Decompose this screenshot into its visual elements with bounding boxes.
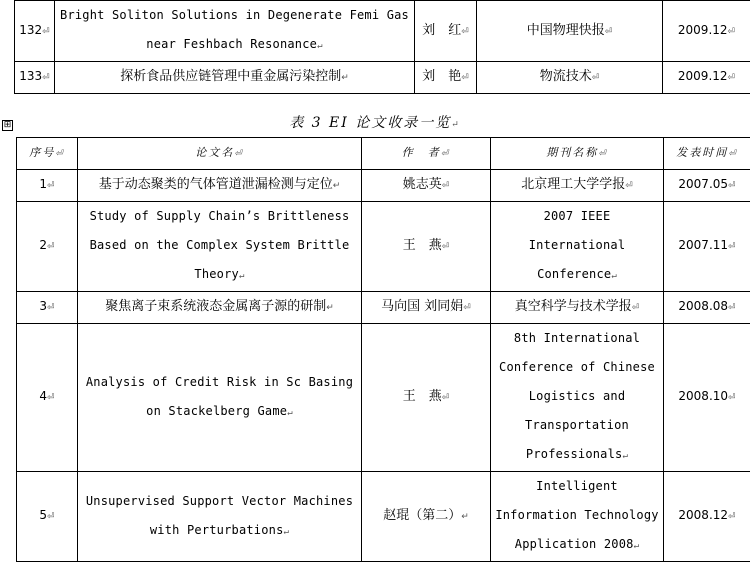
author-cell: 马向国 刘同娟⏎ bbox=[362, 292, 491, 324]
table-row bbox=[15, 62, 750, 94]
paper-title-cell: 探析食品供应链管理中重金属污染控制↵ bbox=[55, 62, 415, 94]
row-number-cell: 4⏎ bbox=[17, 324, 78, 472]
table-row bbox=[17, 292, 750, 324]
journal-cell: 真空科学与技术学报⏎ bbox=[491, 292, 664, 324]
journal-cell: 物流技术⏎ bbox=[477, 62, 663, 94]
journal-cell: 2007 IEEE International Conference↵ bbox=[491, 202, 664, 292]
header-number: 序号⏎ bbox=[17, 138, 78, 170]
date-cell: 2009.12⏎ bbox=[663, 1, 750, 62]
date-cell: 2009.12⏎ bbox=[663, 62, 750, 94]
table-row bbox=[17, 324, 750, 472]
date-cell: 2008.12⏎ bbox=[664, 472, 750, 562]
ei-papers-table bbox=[16, 137, 750, 562]
header-title: 论文名⏎ bbox=[78, 138, 362, 170]
date-cell: 2007.05⏎ bbox=[664, 170, 750, 202]
date-cell: 2008.08⏎ bbox=[664, 292, 750, 324]
row-number-cell: 1⏎ bbox=[17, 170, 78, 202]
journal-cell: Intelligent Information Technology Application 2008↵ bbox=[491, 472, 664, 562]
author-cell: 刘 艳⏎ bbox=[415, 62, 477, 94]
header-journal: 期刊名称⏎ bbox=[491, 138, 664, 170]
date-cell: 2007.11⏎ bbox=[664, 202, 750, 292]
row-number-cell: 2⏎ bbox=[17, 202, 78, 292]
paper-title-cell: 基于动态聚类的气体管道泄漏检测与定位↵ bbox=[78, 170, 362, 202]
table-caption: 表 3 EI 论文收录一览↵ bbox=[0, 112, 750, 132]
paper-title-cell: 聚焦离子束系统液态金属离子源的研制↵ bbox=[78, 292, 362, 324]
header-author: 作 者⏎ bbox=[362, 138, 491, 170]
paper-title-cell: Unsupervised Support Vector Machines with Perturbations↵ bbox=[78, 472, 362, 562]
author-cell: 姚志英⏎ bbox=[362, 170, 491, 202]
date-cell: 2008.10⏎ bbox=[664, 324, 750, 472]
row-number-cell: 133⏎ bbox=[15, 62, 55, 94]
author-cell: 赵琨（第二）↵ bbox=[362, 472, 491, 562]
previous-papers-table bbox=[14, 0, 750, 94]
header-date: 发表时间⏎ bbox=[664, 138, 750, 170]
row-number-cell: 132⏎ bbox=[15, 1, 55, 62]
row-number-cell: 5⏎ bbox=[17, 472, 78, 562]
table-row bbox=[17, 202, 750, 292]
table-row bbox=[15, 1, 750, 62]
table-header-row bbox=[17, 138, 750, 170]
table-row bbox=[17, 170, 750, 202]
table-row bbox=[17, 472, 750, 562]
journal-cell: 中国物理快报⏎ bbox=[477, 1, 663, 62]
paper-title-cell: Analysis of Credit Risk in Sc Basing on Stackelberg Game↵ bbox=[78, 324, 362, 472]
author-cell: 刘 红⏎ bbox=[415, 1, 477, 62]
paper-title-cell: Bright Soliton Solutions in Degenerate Femi Gas near Feshbach Resonance↵ bbox=[55, 1, 415, 62]
row-number-cell: 3⏎ bbox=[17, 292, 78, 324]
author-cell: 王 燕⏎ bbox=[362, 202, 491, 292]
journal-cell: 8th International Conference of Chinese Logistics and Transportation Professionals↵ bbox=[491, 324, 664, 472]
paper-title-cell: Study of Supply Chain’s Brittleness Based on the Complex System Brittle Theory↵ bbox=[78, 202, 362, 292]
journal-cell: 北京理工大学学报⏎ bbox=[491, 170, 664, 202]
author-cell: 王 燕⏎ bbox=[362, 324, 491, 472]
table-move-handle-icon[interactable]: ⊞ bbox=[2, 120, 13, 131]
